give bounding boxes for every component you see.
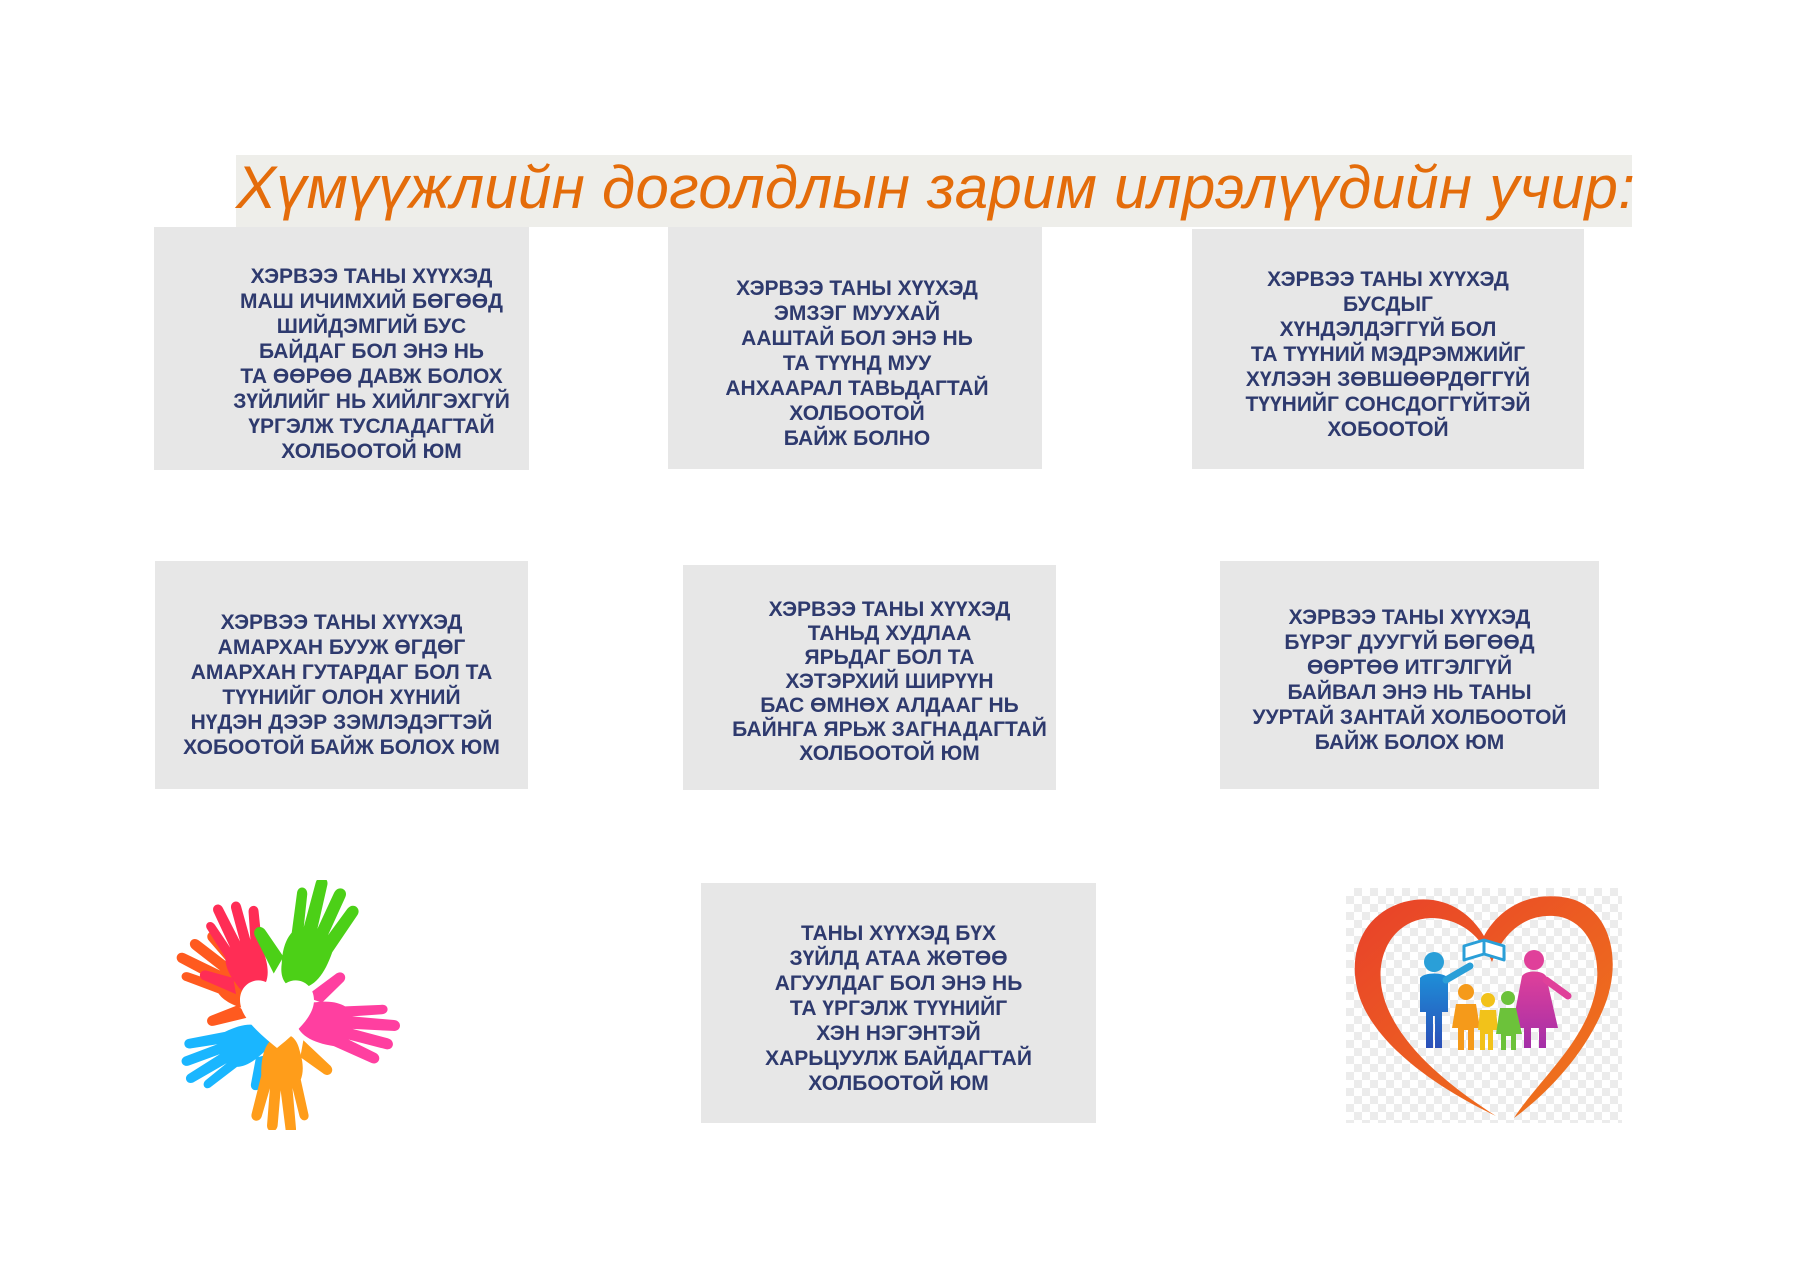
tip-card-text: ХЭРВЭЭ ТАНЫ ХҮҮХЭД БҮРЭГ ДУУГҮЙ БӨГӨӨД ӨӨРТӨӨ ИТГЭЛГҮЙ БАЙВАЛ ЭНЭ НЬ ТАНЫ УУРТАЙ ЗАНТАЙ ХОЛБООТОЙ БАЙЖ БОЛОХ ЮМ: [1252, 606, 1567, 754]
tip-card-text: ХЭРВЭЭ ТАНЫ ХҮҮХЭД БУСДЫГ ХҮНДЭЛДЭГГҮЙ БОЛ ТА ТҮҮНИЙ МЭДРЭМЖИЙГ ХҮЛЭЭН ЗӨВШӨӨРДӨГГҮЙ ТҮҮНИЙГ СОНСДОГГҮЙТЭЙ ХОБООТОЙ: [1245, 267, 1531, 441]
tip-card-jealousy: [701, 883, 1096, 1123]
tip-card-text: ХЭРВЭЭ ТАНЫ ХҮҮХЭД ТАНЬД ХУДЛАА ЯРЬДАГ БОЛ ТА ХЭТЭРХИЙ ШИРҮҮН БАС ӨМНӨХ АЛДААГ НЬ БАЙНГА ЯРЬЖ ЗАГНАДАГТАЙ ХОЛБООТОЙ ЮМ: [732, 597, 1047, 765]
tip-card-shy: [154, 227, 529, 470]
tip-card-text: ХЭРВЭЭ ТАНЫ ХҮҮХЭД ЭМЗЭГ МУУХАЙ ААШТАЙ БОЛ ЭНЭ НЬ ТА ТҮҮНД МУУ АНХААРАЛ ТАВЬДАГТАЙ ХОЛБООТОЙ БАЙЖ БОЛНО: [725, 276, 989, 450]
page-title: Хүмүүжлийн доголдлын зарим илрэлүүдийн учир:: [236, 154, 1636, 221]
tip-card-gives-up: [155, 561, 528, 789]
tip-card-lying: [683, 565, 1056, 790]
tip-card-text: ХЭРВЭЭ ТАНЫ ХҮҮХЭД АМАРХАН БУУЖ ӨГДӨГ АМАРХАН ГУТАРДАГ БОЛ ТА ТҮҮНИЙГ ОЛОН ХҮНИЙ НҮДЭН ДЭЭР ЗЭМЛЭДЭГТЭЙ ХОБООТОЙ БАЙЖ БОЛОХ ЮМ: [183, 611, 500, 759]
tip-card-text: ХЭРВЭЭ ТАНЫ ХҮҮХЭД МАШ ИЧИМХИЙ БӨГӨӨД ШИЙДЭМГИЙ БУС БАЙДАГ БОЛ ЭНЭ НЬ ТА ӨӨРӨӨ ДАВЖ БОЛОХ ЗҮЙЛИЙГ НЬ ХИЙЛГЭХГҮЙ ҮРГЭЛЖ ТУСЛАДАГТАЙ ХОЛБООТОЙ ЮМ: [233, 264, 510, 463]
tip-card-disrespect: [1192, 229, 1584, 469]
tip-card-quiet: [1220, 561, 1599, 789]
tip-card-bad-temper: [668, 227, 1042, 469]
colorful-hands-heart-icon: [152, 880, 402, 1130]
family-heart-book-icon: [1346, 888, 1622, 1123]
tip-card-text: ТАНЫ ХҮҮХЭД БҮХ ЗҮЙЛД АТАА ЖӨТӨӨ АГУУЛДАГ БОЛ ЭНЭ НЬ ТА ҮРГЭЛЖ ТҮҮНИЙГ ХЭН НЭГЭНТЭЙ ХАРЬЦУУЛЖ БАЙДАГТАЙ ХОЛБООТОЙ ЮМ: [765, 921, 1032, 1095]
